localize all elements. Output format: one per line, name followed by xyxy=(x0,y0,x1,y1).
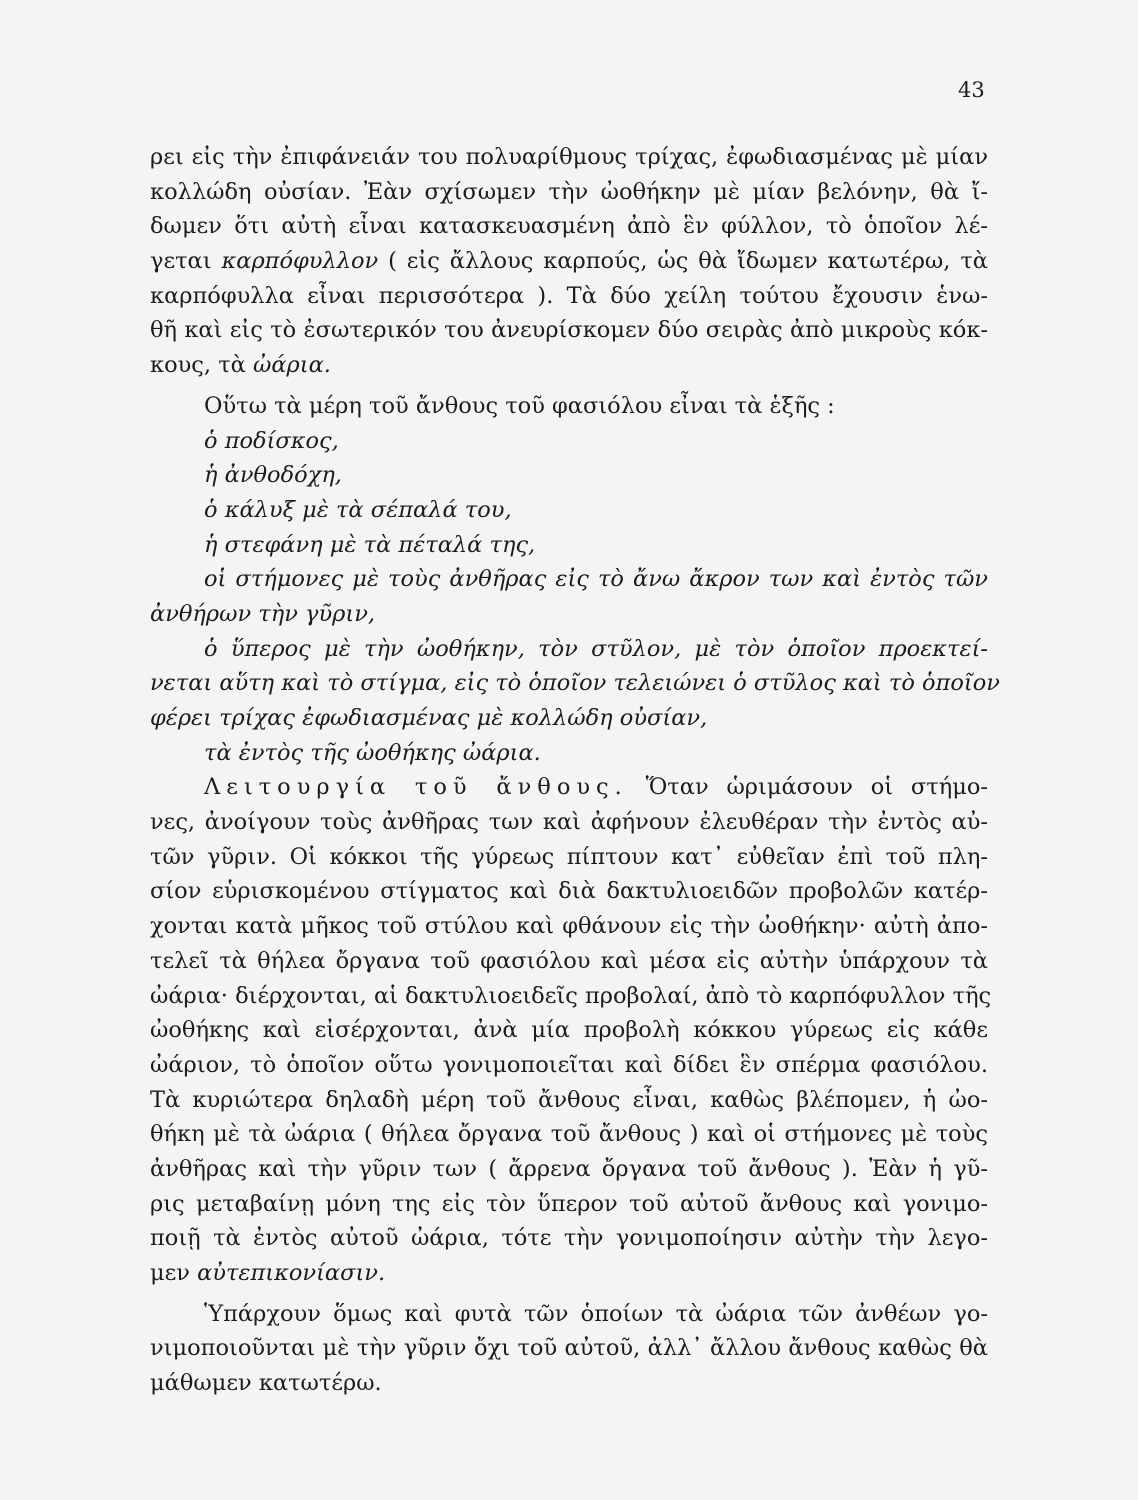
text-line: θήκη μὲ τὰ ὠάρια ( θήλεα ὄργανα τοῦ ἄνθους ) καὶ οἱ στήμονες μὲ τοὺς xyxy=(150,1121,988,1148)
text-line: ὠάριον, τὸ ὁποῖον οὕτω γονιμοποιεῖται καὶ δίδει ἓν σπέρμα φασιόλου. xyxy=(150,1051,988,1078)
text-line: σίον εὑρισκομένου στίγματος καὶ διὰ δακτυλιοειδῶν προβολῶν κατέρ- xyxy=(150,878,988,905)
text-line: Ὑπάρχουν ὅμως καὶ φυτὰ τῶν ὁποίων τὰ ὠάρια τῶν ἀνθέων γο- xyxy=(204,1300,988,1327)
text-line: νες, ἀνοίγουν τοὺς ἀνθῆρας των καὶ ἀφήνουν ἐλευθέραν τὴν ἐντὸς αὐ- xyxy=(150,809,988,836)
text-line: Οὕτω τὰ μέρη τοῦ ἄνθους τοῦ φασιόλου εἶναι τὰ ἑξῆς : xyxy=(204,392,835,419)
text-line: θῆ καὶ εἰς τὸ ἐσωτερικόν του ἀνευρίσκομεν δύο σειρὰς ἀπὸ μικροὺς κόκ- xyxy=(150,317,988,344)
list-item-text: τὰ ἐντὸς τῆς ὠοθήκης ὠάρια. xyxy=(204,739,541,766)
list-item-text: νεται αὕτη καὶ τὸ στίγμα, εἰς τὸ ὁποῖον τελειώνει ὁ στῦλος καὶ τὸ ὁποῖον xyxy=(150,670,1000,697)
text-line: νιμοποιοῦνται μὲ τὴν γῦριν ὄχι τοῦ αὐτοῦ, ἀλλ᾽ ἄλλου ἄνθους καθὼς θὰ xyxy=(150,1335,988,1362)
list-item xyxy=(150,424,988,459)
body-text xyxy=(150,140,1000,1401)
text-line: ρει εἰς τὴν ἐπιφάνειάν του πολυαρίθμους τρίχας, ἐφωδιασμένας μὲ μίαν xyxy=(150,144,988,170)
list-item-text: φέρει τρίχας ἐφωδιασμένας μὲ κολλώδη οὐσίαν, xyxy=(150,705,708,731)
list-item xyxy=(150,562,988,597)
text-line xyxy=(150,770,988,805)
text-line: Τὰ κυριώτερα δηλαδὴ μέρη τοῦ ἄνθους εἶναι, καθὼς βλέπομεν, ἡ ὠο- xyxy=(150,1086,988,1113)
text-line: κολλώδη οὐσίαν. Ἐὰν σχίσωμεν τὴν ὠοθήκην μὲ μίαν βελόνην, θὰ ἴ- xyxy=(150,178,988,205)
text-fragment: Ὅταν ὡριμάσουν οἱ στήμο- xyxy=(627,774,988,801)
list-item-text: ὁ κάλυξ μὲ τὰ σέπαλά του, xyxy=(204,496,512,523)
emphasized-term: καρπόφυλλον xyxy=(221,248,379,275)
emphasized-term: ὠάρια. xyxy=(253,352,331,379)
text-line: ὠοθήκης καὶ εἰσέρχονται, ἀνὰ μία προβολὴ κόκκου γύρεως εἰς κάθε xyxy=(150,1017,988,1044)
list-item-continuation xyxy=(150,597,988,632)
emphasized-term: αὐτεπικονίασιν. xyxy=(197,1260,386,1286)
text-line: γεται καρπόφυλλον ( εἰς ἄλλους καρπούς, ὡς θὰ ἴδωμεν κατωτέρω, τὰ xyxy=(150,248,988,275)
text-line: δωμεν ὅτι αὐτὴ εἶναι κατασκευασμένη ἀπὸ ἓν φύλλον, τὸ ὁποῖον λέ- xyxy=(150,213,988,240)
list-item-text: ὁ ὕπερος μὲ τὴν ὠοθήκην, τὸν στῦλον, μὲ τὸν ὁποῖον προεκτεί- xyxy=(204,635,988,662)
text-fragment: μεν xyxy=(150,1260,198,1286)
list-item-text: ὁ ποδίσκος, xyxy=(204,427,339,454)
text-line: ρις μεταβαίνῃ μόνη της εἰς τὸν ὕπερον τοῦ αὐτοῦ ἄνθους καὶ γονιμο- xyxy=(150,1190,988,1217)
text-line: τελεῖ τὰ θήλεα ὄργανα τοῦ φασιόλου καὶ μέσα εἰς αὐτὴν ὑπάρχουν τὰ xyxy=(150,947,988,974)
text-line: καρπόφυλλα εἶναι περισσότερα ). Τὰ δύο χείλη τούτου ἔχουσιν ἑνω- xyxy=(150,282,988,309)
text-line: ποιῇ τὰ ἐντὸς αὐτοῦ ὠάρια, τότε τὴν γονιμοποίησιν αὐτὴν τὴν λεγο- xyxy=(150,1225,988,1252)
list-item-text: ἡ στεφάνη μὲ τὰ πέταλά της, xyxy=(204,531,536,558)
section-heading: Λειτουργία τοῦ ἄνθους. xyxy=(204,774,628,801)
list-item-continuation xyxy=(150,701,988,736)
list-item-text: ἡ ἀνθοδόχη, xyxy=(204,462,342,489)
text-line: χονται κατὰ μῆκος τοῦ στύλου καὶ φθάνουν εἰς τὴν ὠοθήκην· αὐτὴ ἀπο- xyxy=(150,913,988,940)
text-line: ὠάρια· διέρχονται, αἱ δακτυλιοειδεῖς προβολαί, ἀπὸ τὸ καρπόφυλλον τῆς xyxy=(150,982,992,1009)
text-line: κους, τὰ ὠάρια. xyxy=(150,352,331,379)
text-line: τῶν γῦριν. Οἱ κόκκοι τῆς γύρεως πίπτουν κατ᾽ εὐθεῖαν ἐπὶ τοῦ πλη- xyxy=(150,843,988,870)
page-number: 43 xyxy=(958,78,985,102)
list-item xyxy=(150,736,988,771)
list-item xyxy=(150,493,988,528)
list-item-text: οἱ στήμονες μὲ τοὺς ἀνθῆρας εἰς τὸ ἄνω ἄκρον των καὶ ἐντὸς τῶν xyxy=(204,566,988,593)
list-item xyxy=(150,528,988,563)
text-line: ἀνθῆρας καὶ τὴν γῦριν των ( ἄρρενα ὄργανα τοῦ ἄνθους ). Ἐὰν ἡ γῦ- xyxy=(150,1155,988,1182)
list-item-text: ἀνθήρων τὴν γῦριν, xyxy=(150,600,376,627)
list-item xyxy=(150,632,988,667)
text-line xyxy=(150,1256,988,1291)
text-line: μάθωμεν κατωτέρω. xyxy=(150,1370,382,1397)
list-item-continuation xyxy=(150,666,1000,701)
list-item xyxy=(150,458,988,493)
